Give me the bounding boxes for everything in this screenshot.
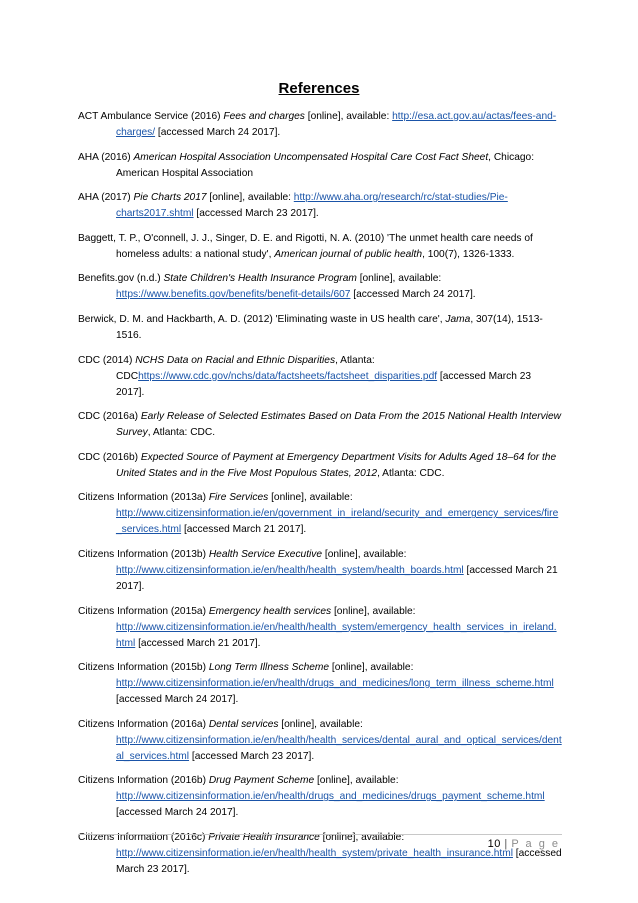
reference-entry [78,547,562,595]
reference-text: Citizens Information (2016a) [78,718,209,730]
reference-entry [78,231,562,263]
reference-text: Citizens Information (2016c) [78,831,209,843]
reference-entry [78,450,562,482]
reference-text: [online], available: [278,718,363,730]
reference-link[interactable]: http://www.citizensinformation.ie/en/government_in_ireland/security_and_emergency_services/fire_services.html [116,508,559,536]
reference-link[interactable]: http://www.aha.org/research/rc/stat-studies/Pie-charts2017.shtml [116,192,508,220]
reference-text: , Atlanta: CDC. [147,427,216,439]
reference-link[interactable]: http://www.citizensinformation.ie/en/health/health_services/dental_aural_and_optical_services/dental_services.html [116,734,562,762]
reference-link[interactable]: https://www.cdc.gov/nchs/data/factsheets/factsheet_disparities.pdf [138,370,438,382]
reference-entry [78,150,562,182]
reference-text: Citizens Information (2015b) [78,662,209,674]
reference-title: Private Health Insurance [208,831,320,843]
page-title: References [278,80,360,97]
reference-text: CDC (2016a) [78,411,141,423]
reference-title: Fees and charges [223,111,305,122]
reference-accessed: [accessed March 23 2017]. [116,847,562,875]
reference-accessed: [accessed March 24 2017]. [116,807,239,819]
reference-list [78,109,562,887]
reference-accessed: [accessed March 23 2017]. [193,208,319,220]
reference-link[interactable]: https://www.benefits.gov/benefits/benefit-details/607 [116,289,351,301]
page-number: 10 [487,838,501,850]
reference-link[interactable]: http://www.citizensinformation.ie/en/health/health_system/emergency_health_services_in_ireland.html [116,621,557,649]
reference-text: , Atlanta: CDC. [377,467,445,479]
reference-text: , 100(7), 1326-1333. [422,248,515,260]
reference-entry [78,409,562,441]
reference-title: Dental services [208,718,279,730]
reference-title: Expected Source of Payment at Emergency Department Visits for Adults Aged 18–64 for the United States and in the Five Most Populous States, 2012 [116,451,557,479]
reference-accessed: [accessed March 23 2017]. [116,370,532,398]
reference-title: Pie Charts 2017 [133,192,207,204]
reference-title: American journal of public health [274,248,423,260]
reference-entry [78,490,562,538]
reference-text: CDC (2016b) [78,451,141,463]
reference-accessed: [accessed March 21 2017]. [116,564,558,592]
reference-title: Early Release of Selected Estimates Based on Data From the 2015 National Health Interview Survey [116,411,562,439]
footer-divider [78,834,562,835]
reference-text: [online], available: [356,273,442,285]
reference-title: State Children's Health Insurance Program [163,273,357,285]
footer-separator: | [504,838,508,850]
reference-text: Citizens Information (2013b) [78,548,209,560]
reference-text: [online], available: [331,605,416,617]
reference-link[interactable]: http://www.citizensinformation.ie/en/health/health_system/health_boards.html [116,564,464,576]
reference-entry [78,717,562,765]
reference-accessed: [accessed March 21 2017]. [181,524,307,536]
reference-link[interactable]: http://www.citizensinformation.ie/en/health/drugs_and_medicines/drugs_payment_scheme.html [116,791,545,803]
reference-title: NCHS Data on Racial and Ethnic Disparities [135,354,336,366]
reference-text: , Atlanta: CDC [116,354,375,382]
reference-entry [78,660,562,708]
reference-text: ACT Ambulance Service (2016) [78,111,224,122]
page-footer [488,838,560,850]
reference-title: Fire Services [208,492,269,504]
reference-title: Long Term Illness Scheme [208,662,330,674]
reference-entry [78,190,562,222]
reference-entry [78,604,562,652]
reference-text: AHA (2017) [78,192,134,204]
reference-text: Berwick, D. M. and Hackbarth, A. D. (2012) 'Eliminating waste in US health care', [78,313,446,325]
reference-accessed: [accessed March 24 2017]. [155,127,281,138]
reference-text: [online], available: [304,111,393,122]
reference-text: [online], available: [322,548,407,560]
reference-entry [78,109,562,141]
reference-text: [online], available: [206,192,294,204]
reference-text: , 307(14), 1513-1516. [116,313,543,341]
reference-title: Emergency health services [208,605,332,617]
reference-text: [online], available: [319,831,405,843]
reference-entry [78,353,562,401]
reference-accessed: [accessed March 24 2017]. [116,694,239,706]
reference-text: [online], available: [329,662,414,674]
reference-text: Benefits.gov (n.d.) [78,273,164,285]
reference-text: CDC (2014) [78,354,136,366]
reference-title: Drug Payment Scheme [208,775,315,787]
reference-accessed: [accessed March 24 2017]. [350,289,476,301]
reference-text: Citizens Information (2015a) [78,605,209,617]
reference-text: Baggett, T. P., O'connell, J. J., Singer, D. E. and Rigotti, N. A. (2010) 'The unmet health care needs of homeless adults: a national study', [78,232,533,260]
reference-entry [78,773,562,821]
reference-entry [78,271,562,303]
reference-text: Citizens Information (2013a) [78,492,209,504]
reference-accessed: [accessed March 21 2017]. [135,637,261,649]
reference-link[interactable]: http://www.citizensinformation.ie/en/health/health_system/private_health_insurance.html [116,847,513,859]
reference-text: , Chicago: American Hospital Association [116,151,535,179]
reference-text: [online], available: [314,775,399,787]
reference-title: Jama [445,313,471,325]
reference-title: American Hospital Association Uncompensated Hospital Care Cost Fact Sheet [133,151,489,163]
reference-link[interactable]: http://esa.act.gov.au/actas/fees-and-charges/ [116,111,557,138]
reference-title: Health Service Executive [208,548,323,560]
reference-text: AHA (2016) [78,151,134,163]
reference-accessed: [accessed March 23 2017]. [189,750,315,762]
page-label: P a g e [511,838,560,850]
reference-text: [online], available: [268,492,353,504]
reference-text: Citizens Information (2016b) [78,775,209,787]
reference-link[interactable]: http://www.citizensinformation.ie/en/health/drugs_and_medicines/long_term_illness_scheme.html [116,678,554,690]
reference-entry [78,312,562,344]
